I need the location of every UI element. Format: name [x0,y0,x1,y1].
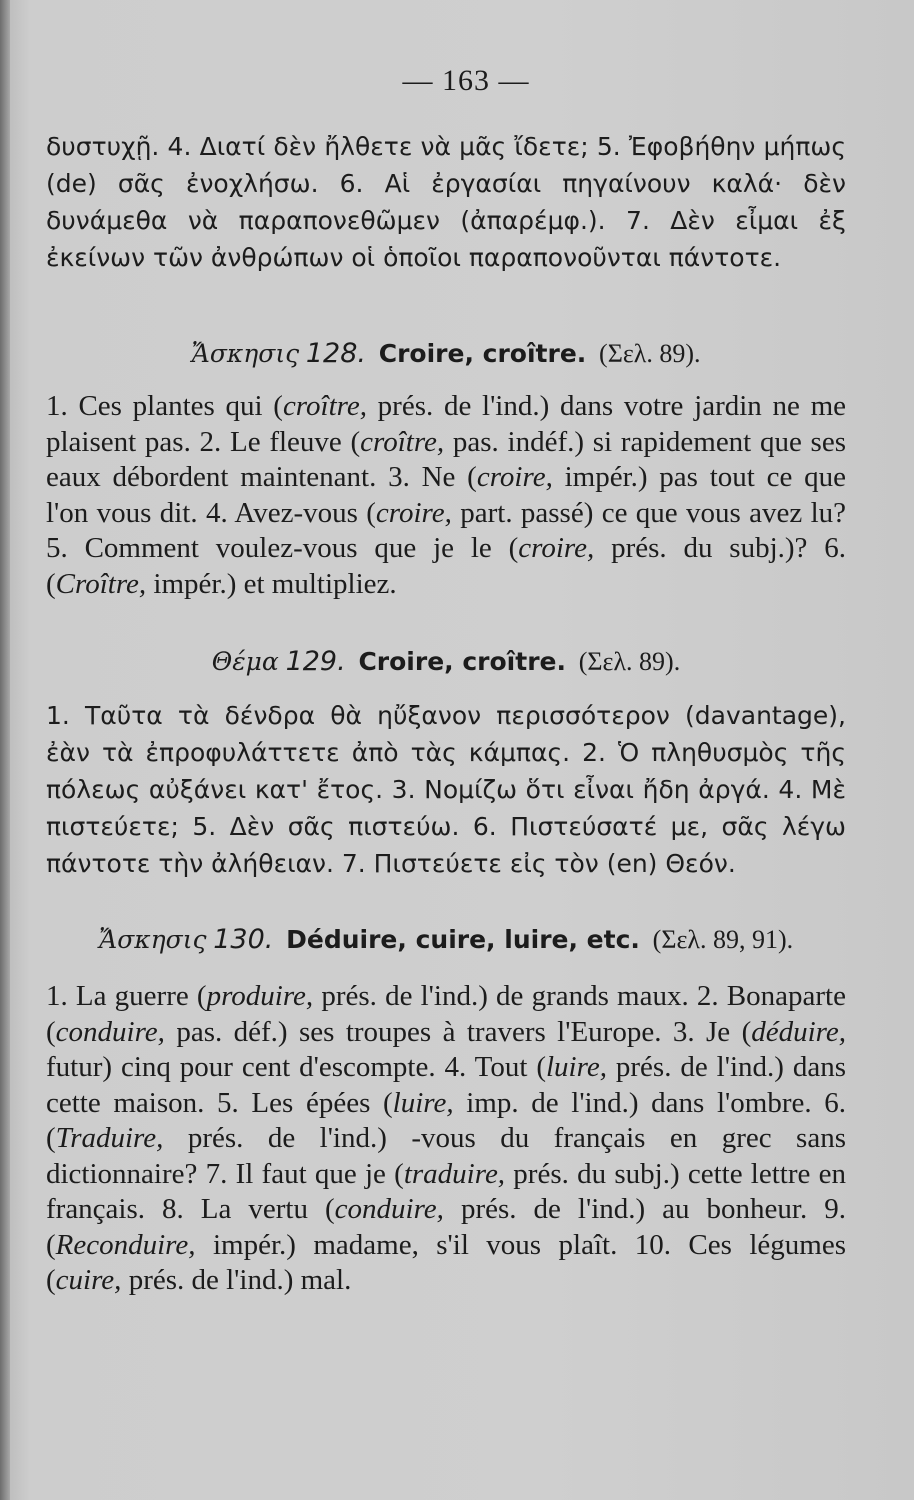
page-reference: (Σελ. 89). [578,647,681,676]
page-content [46,64,846,1299]
exercise-number: 128. [305,338,366,369]
page-number: — 163 — [402,64,530,97]
exercise-128-text: 1. Ces plantes qui (croître, prés. de l'ind.) dans votre jardin ne me plaisent pas. 2. Le fleuve (croître, pas. indéf.) si rapidement que ses eaux débordent maintenant. 3. Ne (croire, impér.) pas tout ce que l'on vous dit. 4. Avez-vous (croire, part. passé) ce que vous avez lu? 5. Comment voulez-vous que je le (croire, prés. du subj.)? 6. (Croître, impér.) et multipliez. [46,390,847,600]
exercise-title: Croire, croître. [378,339,587,368]
theme-number: 129. [285,646,346,677]
exercise-130-text: 1. La guerre (produire, prés. de l'ind.) de grands maux. 2. Bonaparte (conduire, pas. déf.) ses troupes à travers l'Europe. 3. Je (déduire, futur) cinq pour cent d'escompte. 4. Tout (luire, prés. de l'ind.) dans cette maison. 5. Les épées (luire, imp. de l'ind.) dans l'ombre. 6. (Traduire, prés. de l'ind.) -vous du français en grec sans dictionnaire? 7. Il faut que je (traduire, prés. du subj.) cette lettre en français. 8. La vertu (conduire, prés. de l'ind.) au bonheur. 9. (Reconduire, impér.) madame, s'il vous plaît. 10. Ces légumes (cuire, prés. de l'ind.) mal. [46,980,847,1296]
page-reference: (Σελ. 89, 91). [652,925,794,954]
exercise-130-heading [46,924,846,955]
theme-label: Θέμα [211,647,279,676]
theme-title: Croire, croître. [358,647,566,676]
exercise-title: Déduire, cuire, luire, etc. [286,925,640,954]
exercise-number: 130. [213,924,274,955]
page-reference: (Σελ. 89). [599,339,701,368]
exercise-label: Ἄσκησις [98,925,207,954]
intro-greek-paragraph: δυστυχῇ. 4. Διατί δὲν ἤλθετε νὰ μᾶς ἴδετε; 5. Ἐφοβήθην μήπως (de) σᾶς ἐνοχλήσω. 6. Αἱ ἐργασίαι πηγαίνουν καλά· δὲν δυνάμεθα νὰ παραπονεθῶμεν (ἀπαρέμφ.). 7. Δὲν εἶμαι ἐξ ἐκείνων τῶν ἀνθρώπων οἱ ὁποῖοι παραπονοῦνται πάντοτε. [46,132,846,272]
exercise-128-heading [46,338,846,369]
theme-129-heading [46,646,846,677]
exercise-label: Ἄσκησις [191,339,300,368]
theme-129-text: 1. Ταῦτα τὰ δένδρα θὰ ηὔξανον περισσότερον (davantage), ἐὰν τὰ ἐπροφυλάττετε ἀπὸ τὰς κάμπας. 2. Ὁ πληθυσμὸς τῆς πόλεως αὐξάνει κατ' ἔτος. 3. Νομίζω ὅτι εἶναι ἤδη ἀργά. 4. Μὲ πιστεύετε; 5. Δὲν σᾶς πιστεύω. 6. Πιστεύσατέ με, σᾶς λέγω πάντοτε τὴν ἀλήθειαν. 7. Πιστεύετε εἰς τὸν (en) Θεόν. [46,701,846,878]
book-spine-shadow [0,0,10,1500]
